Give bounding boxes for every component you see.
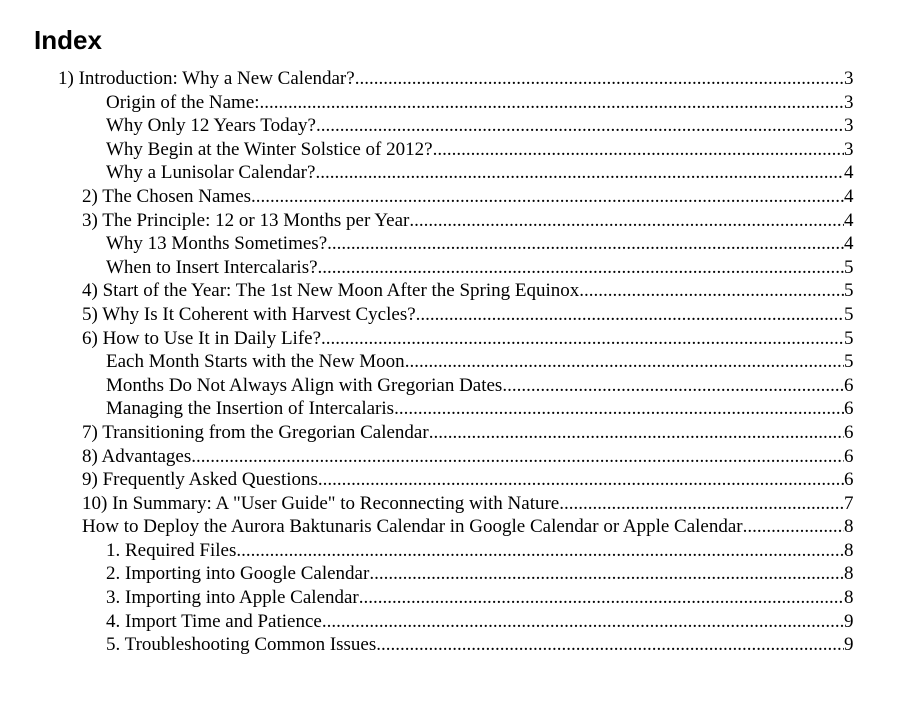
toc-entry[interactable] [0, 586, 916, 610]
toc-page-number: 4 [844, 209, 854, 231]
toc-entry[interactable] [0, 610, 916, 634]
toc-leader-dots [369, 562, 844, 586]
toc-entry-title: 3. Importing into Apple Calendar [106, 587, 359, 609]
toc-page-number: 4 [844, 233, 854, 255]
toc-page-number: 3 [844, 91, 854, 113]
toc-entry-title: Managing the Insertion of Intercalaris [106, 398, 395, 420]
toc-entry[interactable] [0, 114, 916, 138]
toc-entry-title: Why Only 12 Years Today? [106, 115, 316, 137]
toc-page-number: 3 [844, 115, 854, 137]
toc-leader-dots [318, 256, 844, 280]
toc-entry[interactable] [0, 468, 916, 492]
toc-entry-title: Why 13 Months Sometimes? [106, 233, 328, 255]
toc-leader-dots [409, 209, 844, 233]
toc-entry-title: 7) Transitioning from the Gregorian Calendar [82, 421, 429, 443]
toc-page-number: 8 [844, 563, 854, 585]
toc-leader-dots [359, 586, 844, 610]
toc-page-number: 6 [844, 469, 854, 491]
toc-leader-dots [260, 91, 844, 115]
index-heading: Index [34, 25, 102, 55]
toc-leader-dots [416, 303, 844, 327]
toc-page-number: 4 [844, 185, 854, 207]
toc-entry-title: Months Do Not Always Align with Gregorian Dates [106, 374, 503, 396]
toc-entry[interactable] [0, 232, 916, 256]
toc-leader-dots [394, 397, 844, 421]
toc-page-number: 5 [844, 256, 854, 278]
toc-leader-dots [318, 468, 844, 492]
toc-entry-title: 2. Importing into Google Calendar [106, 563, 370, 585]
toc-page-number: 9 [844, 634, 854, 656]
toc-page-number: 4 [844, 162, 854, 184]
toc-entry-title: Each Month Starts with the New Moon [106, 351, 405, 373]
toc-entry-title: 2) The Chosen Names [82, 185, 252, 207]
toc-leader-dots [376, 633, 844, 657]
toc-entry-title: 1) Introduction: Why a New Calendar? [58, 68, 355, 89]
toc-page-number: 6 [844, 421, 854, 443]
toc-entry-title: When to Insert Intercalaris? [106, 256, 318, 278]
toc-entry-title: How to Deploy the Aurora Baktunaris Calendar in Google Calendar or Apple Calendar [82, 516, 743, 538]
toc-entry[interactable] [0, 91, 916, 115]
toc-page-number: 8 [844, 587, 854, 609]
toc-page-number: 5 [844, 280, 854, 302]
toc-leader-dots [579, 279, 844, 303]
toc-entry-title: Why a Lunisolar Calendar? [106, 162, 316, 184]
toc-page-number: 3 [844, 138, 854, 160]
toc-leader-dots [405, 350, 844, 374]
toc-page-number: 8 [844, 516, 854, 538]
toc-leader-dots [355, 67, 844, 91]
toc-entry[interactable] [0, 562, 916, 586]
toc-entry-title: 6) How to Use It in Daily Life? [82, 327, 322, 349]
toc-leader-dots [327, 232, 844, 256]
toc-entry[interactable] [0, 303, 916, 327]
toc-entry-title: Why Begin at the Winter Solstice of 2012? [106, 138, 433, 160]
toc-leader-dots [743, 515, 844, 539]
toc-page-number: 9 [844, 610, 854, 632]
toc-leader-dots [191, 445, 844, 469]
toc-leader-dots [316, 114, 844, 138]
toc-entry[interactable] [0, 161, 916, 185]
toc-entry[interactable] [0, 539, 916, 563]
toc-page-number: 3 [844, 68, 854, 89]
toc-entry[interactable] [0, 633, 916, 657]
toc-entry-title: 4. Import Time and Patience [106, 610, 322, 632]
toc-page-number: 6 [844, 398, 854, 420]
toc-leader-dots [315, 161, 844, 185]
toc-entry[interactable] [0, 67, 916, 91]
toc-page-number: 8 [844, 539, 854, 561]
toc-leader-dots [502, 374, 844, 398]
toc-entry-title: 4) Start of the Year: The 1st New Moon After the Spring Equinox [82, 280, 580, 302]
toc-entry-title: 5. Troubleshooting Common Issues [106, 634, 377, 656]
toc-entry[interactable] [0, 350, 916, 374]
toc-page-number: 6 [844, 374, 854, 396]
toc-entry[interactable] [0, 327, 916, 351]
toc-entry-title: 10) In Summary: A "User Guide" to Reconnecting with Nature [82, 492, 560, 514]
toc-entry[interactable] [0, 445, 916, 469]
toc-entry[interactable] [0, 256, 916, 280]
toc-leader-dots [322, 610, 844, 634]
toc-entry-title: 9) Frequently Asked Questions [82, 469, 318, 491]
toc-entry-title: 1. Required Files [106, 539, 237, 561]
toc-page-number: 5 [844, 303, 854, 325]
toc-entry[interactable] [0, 138, 916, 162]
toc-entry-title: 3) The Principle: 12 or 13 Months per Year [82, 209, 410, 231]
toc-entry-title: Origin of the Name: [106, 91, 260, 113]
toc-entry[interactable] [0, 279, 916, 303]
toc-entry[interactable] [0, 492, 916, 516]
toc-page-number: 6 [844, 445, 854, 467]
toc-leader-dots [559, 492, 844, 516]
toc-leader-dots [251, 185, 844, 209]
toc-entry-title: 5) Why Is It Coherent with Harvest Cycles? [82, 303, 416, 325]
toc-leader-dots [236, 539, 844, 563]
toc-entry[interactable] [0, 185, 916, 209]
toc-leader-dots [433, 138, 844, 162]
toc-leader-dots [429, 421, 844, 445]
toc-leader-dots [321, 327, 844, 351]
toc-entry-title: 8) Advantages [82, 445, 192, 467]
toc-entry[interactable] [0, 397, 916, 421]
toc-entry[interactable] [0, 515, 916, 539]
toc-page-number: 7 [844, 492, 854, 514]
table-of-contents [0, 67, 916, 657]
toc-entry[interactable] [0, 374, 916, 398]
toc-entry[interactable] [0, 421, 916, 445]
toc-page-number: 5 [844, 327, 854, 349]
toc-page-number: 5 [844, 351, 854, 373]
toc-entry[interactable] [0, 209, 916, 233]
